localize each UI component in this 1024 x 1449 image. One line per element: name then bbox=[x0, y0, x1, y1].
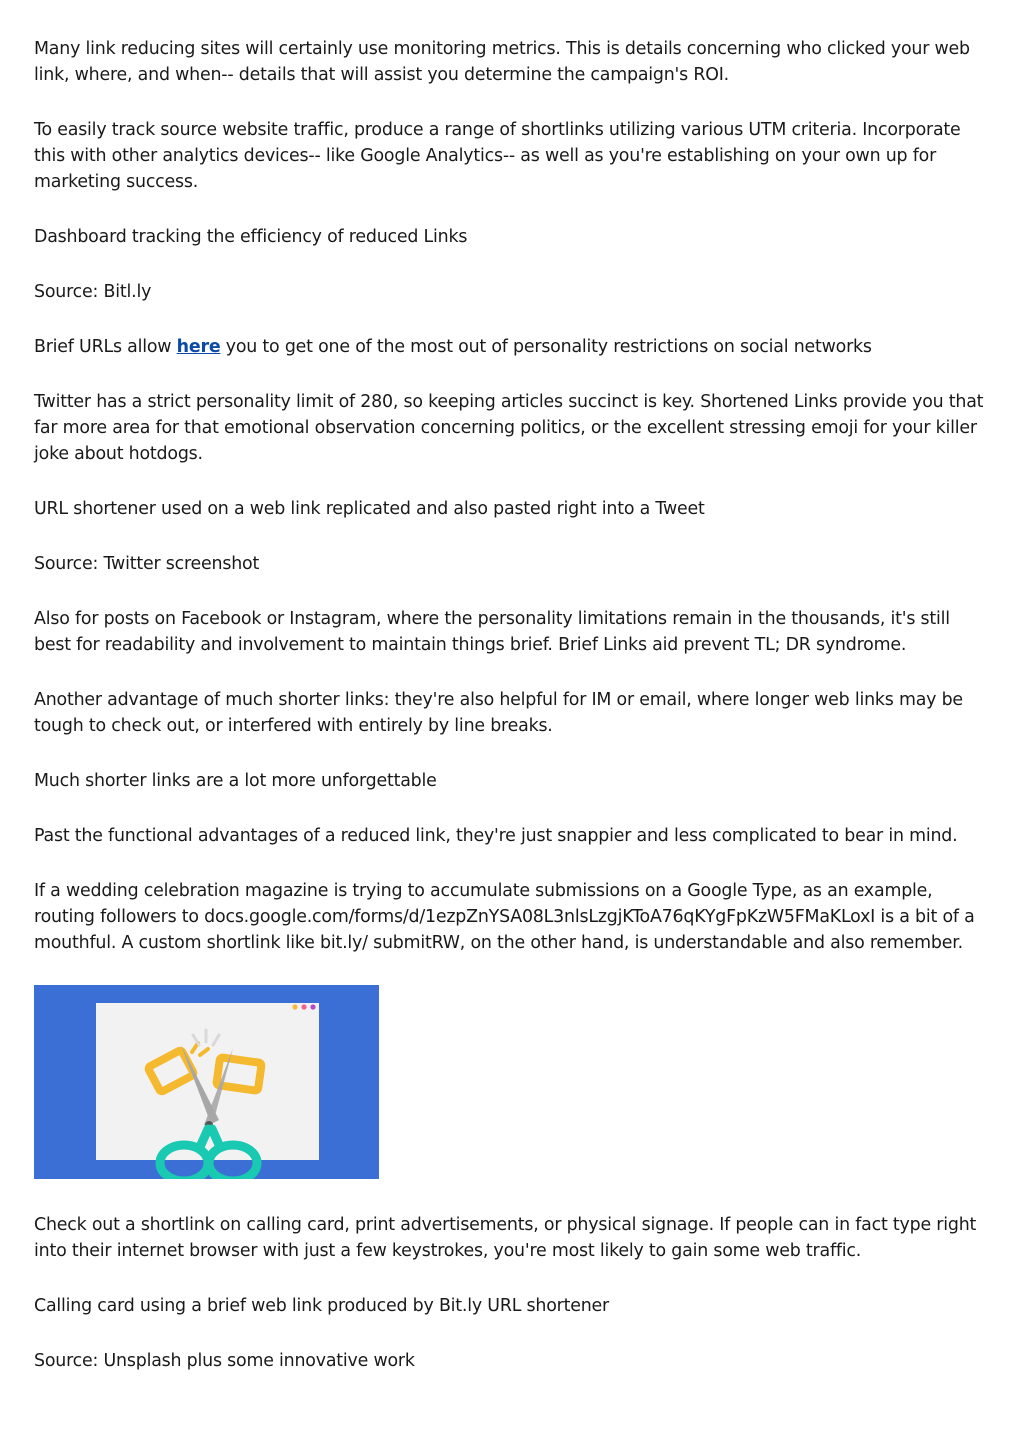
here-link[interactable]: here bbox=[176, 337, 221, 357]
paragraph: Also for posts on Facebook or Instagram, where the personality limitations remain in the thousands, it's still best for readability and involvement to maintain things brief. Brief Links aid prevent TL; DR syndrome. bbox=[34, 609, 950, 655]
paragraph: Dashboard tracking the efficiency of reduced Links bbox=[34, 227, 468, 247]
paragraph: Many link reducing sites will certainly use monitoring metrics. This is details concerning who clicked your web link, where, and when-- details that will assist you determine the campaign's ROI. bbox=[34, 39, 970, 85]
paragraph: Check out a shortlink on calling card, print advertisements, or physical signage. If people can in fact type right into their internet browser with just a few keystrokes, you're most likely to gain some web traffic. bbox=[34, 1215, 977, 1261]
source-caption: Source: Unsplash plus some innovative work bbox=[34, 1351, 415, 1371]
paragraph: Past the functional advantages of a reduced link, they're just snappier and less complicated to bear in mind. bbox=[34, 826, 958, 846]
window-dot-icon bbox=[292, 1004, 297, 1009]
paragraph: To easily track source website traffic, produce a range of shortlinks utilizing various UTM criteria. Incorporate this with other analytics devices-- like Google Analytics-- as well as you're establishing on your own up for marketing success. bbox=[34, 120, 961, 192]
paragraph-text: Brief URLs allow bbox=[34, 337, 177, 357]
window-dot-icon bbox=[310, 1004, 315, 1009]
source-caption: Source: Twitter screenshot bbox=[34, 554, 260, 574]
scissors-cutting-chain-icon bbox=[34, 985, 379, 1179]
article-body bbox=[34, 36, 992, 1403]
paragraph: Twitter has a strict personality limit of 280, so keeping articles succinct is key. Shortened Links provide you that far more area for that emotional observation concerning politics, or the excellent stressing emoji for your killer joke about hotdogs. bbox=[34, 392, 984, 464]
paragraph: Another advantage of much shorter links: they're also helpful for IM or email, where longer web links may be tough to check out, or interfered with entirely by line breaks. bbox=[34, 690, 963, 736]
paragraph-text: you to get one of the most out of personality restrictions on social networks bbox=[220, 337, 872, 357]
window-dot-icon bbox=[301, 1004, 306, 1009]
paragraph: Much shorter links are a lot more unforgettable bbox=[34, 771, 437, 791]
paragraph: If a wedding celebration magazine is trying to accumulate submissions on a Google Type, as an example, routing followers to docs.google.com/forms/d/1ezpZnYSA08L3nlsLzgjKToA76qKYgFpKzW5FMaKLoxI is a bit of a mouthful. A custom shortlink like bit.ly/ submitRW, on the other hand, is understandable and also remember. bbox=[34, 881, 975, 953]
paragraph-with-link bbox=[34, 334, 992, 360]
paragraph: Calling card using a brief web link produced by Bit.ly URL shortener bbox=[34, 1296, 609, 1316]
source-caption: Source: Bitl.ly bbox=[34, 282, 152, 302]
paragraph: URL shortener used on a web link replicated and also pasted right into a Tweet bbox=[34, 499, 705, 519]
